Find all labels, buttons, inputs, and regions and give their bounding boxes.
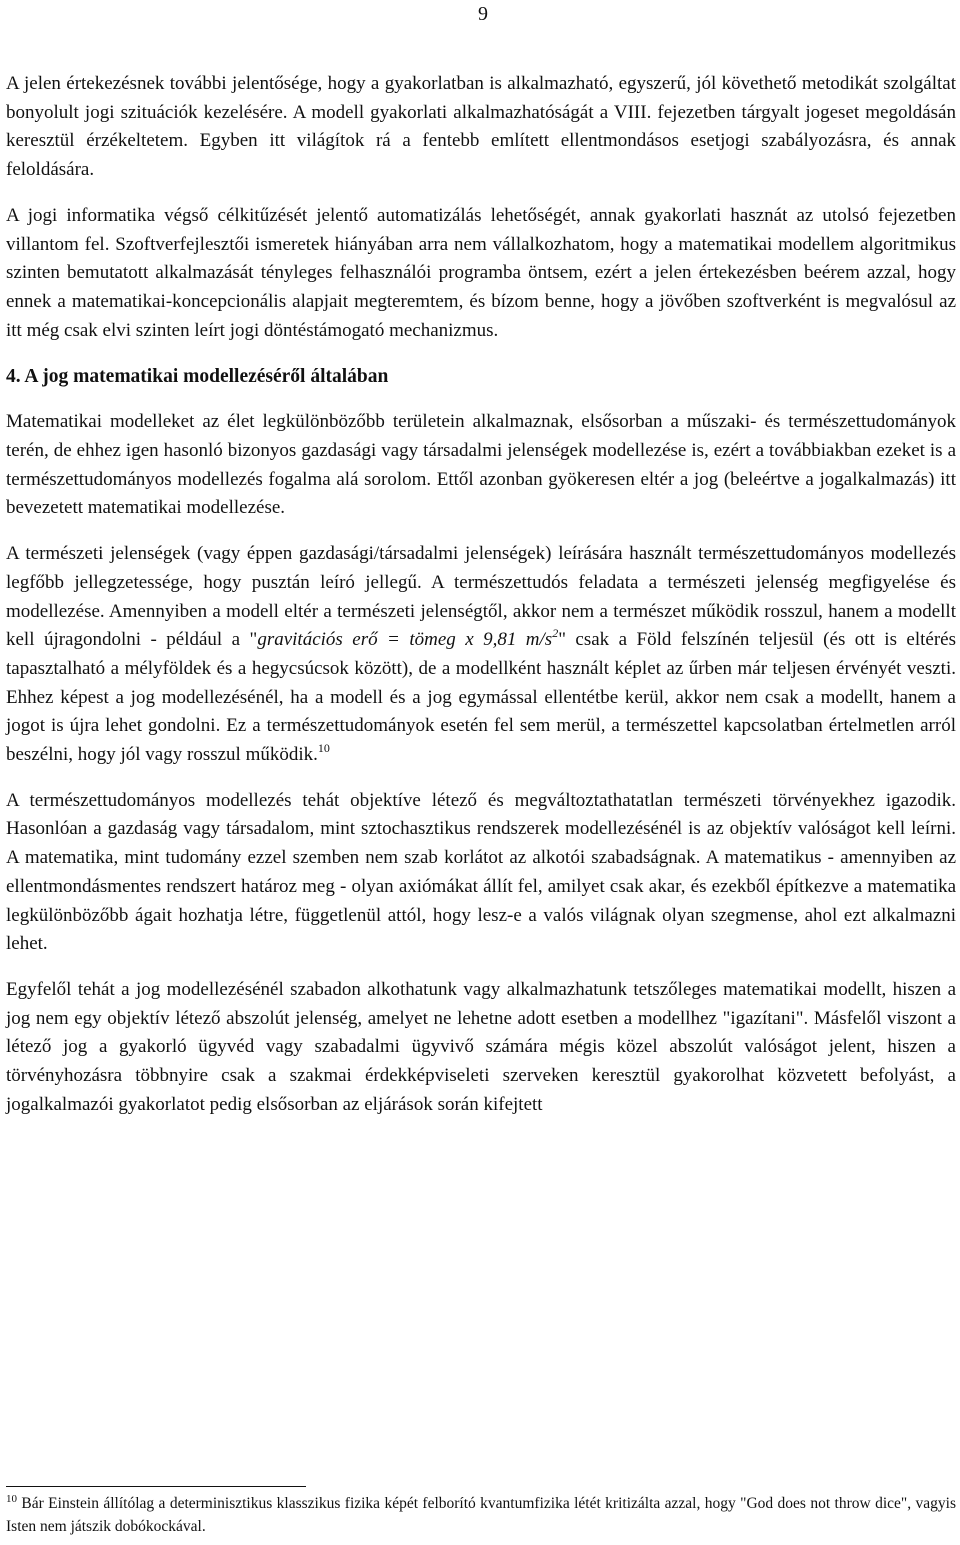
- footnote-reference: 10: [317, 741, 330, 756]
- paragraph-text-end: " csak a Föld felszínén teljesül (és ott is eltérés tapasztalható a mélyföldek és a hegycsúcsok között), de a modellként használt képlet az űrben már teljesen érvényét veszti. Ehhez képest a jog modellezésénél, ha a modell és a jog egymással ellentétbe kerül, akkor nem csak a modellt, hanem a jogot is újra lehet gondolni. Ez a természettudományok esetén fel sem merül, a természettel kapcsolatban értelmetlen arról beszélni, hogy jól vagy rosszul működik.: [6, 629, 957, 766]
- paragraph-objective-laws: A természettudományos modellezés tehát objektíve létező és megváltoztathatatlan természeti törvényekhez igazodik. Hasonlóan a gazdaság vagy társadalom, mint sztochasztikus rendszerek modellezésénél is az objektív valóságot kell leírni. A matematika, mint tudomány ezzel szemben nem szab korlátot az alkotói szabadságnak. A matematikus - amennyiben az ellentmondásmentes rendszert határoz meg - olyan axiómákat állít fel, amilyet csak akar, és ezekből építkezve a matematika legkülönbözőbb ágait hozhatja létre, függetlenül attól, hogy lesz-e a valós világnak olyan szegmense, ahol ezt alkalmazni lehet.: [6, 789, 956, 955]
- gravity-formula: [257, 626, 559, 651]
- paragraph-modelling-overview: Matematikai modelleket az élet legkülönbözőbb területein alkalmaznak, elsősorban a műszaki- és természettudományok terén, de ehhez igen hasonló bizonyos gazdasági vagy társadalmi jelenségek modellezése is, ezért a továbbiakban ezeket is a természettudományos modellezés fogalma alá sorolom. Ettől azonban gyökeresen eltér a jog (beleértve a jogalkalmazás) itt bevezetett matematikai modellezése.: [6, 411, 956, 519]
- paragraph-natural-sciences: [6, 540, 956, 770]
- paragraph-legal-modelling: Egyfelől tehát a jog modellezésénél szabadon alkothatunk vagy alkalmazhatunk tetszőleges matematikai modellt, hiszen a jog nem egy objektív létező abszolút jelenség, amelyet ne lehetne adott esetben a modellhez "igazítani". Másfelől viszont a létező jog a gyakorló ügyvéd vagy szabadalmi ügyvivő számára mégis közel abszolút valóságot jelent, hiszen a törvényhozásra többnyire csak a szakmai érdekképviseleti szerveken keresztül gyakorolhat közvetett befolyást, a jogalkalmazói gyakorlatot pedig elsősorban az eljárások során kifejtett: [6, 978, 956, 1115]
- paragraph-text-start: A természeti jelenségek (vagy éppen gazdasági/társadalmi jelenségek) leírására használt természettudományos modellezés legfőbb jellegzetessége, hogy pusztán leíró jellegű. A természettudós feladata a természeti jelenség megfigyelése és modellezése. Amennyiben a modell eltér a természeti jelenségtől, akkor nem a természet működik rosszul, hanem a modellt kell újragondolni - például a ": [6, 543, 956, 651]
- gravity-formula-text: gravitációs erő = tömeg x 9,81 m/s: [257, 629, 553, 651]
- page-number: 9: [478, 3, 488, 25]
- paragraph-significance: A jelen értekezésnek további jelentősége, hogy a gyakorlatban is alkalmazható, egyszerű, jól követhető metodikát szolgáltat bonyolult jogi szituációk kezelésére. A modell gyakorlati alkalmazhatóságát a VIII. fejezetben tárgyalt jogeset megoldásán keresztül érzékeltetem. Egyben itt világítok rá a fentebb említett ellentmondásos esetjogi szabályozásra, és annak feloldására.: [6, 73, 956, 181]
- document-body: [6, 70, 956, 1120]
- section-heading: 4. A jog matematikai modellezéséről általában: [6, 366, 389, 388]
- footnote-separator: [6, 1486, 306, 1487]
- paragraph-automation: A jogi informatika végső célkitűzését jelentő automatizálás lehetőségét, annak gyakorlati hasznát az utolsó fejezetben villantom fel. Szoftverfejlesztői ismeretek hiányában arra nem vállalkozhatom, hogy a matematikai modellem algoritmikus szinten bemutatott alkalmazását tényleges felhasználói programba öntsem, ezért a jelen értekezésben beérem azzal, hogy ennek a matematikai-koncepcionális alapjait megteremtem, és bízom benne, hogy a jövőben szoftverként is megvalósul az itt még csak elvi szinten leírt jogi döntéstámogató mechanizmus.: [6, 204, 956, 341]
- footnote-number: 10: [6, 1493, 17, 1505]
- formula-exponent: 2: [552, 626, 559, 641]
- footnote: [6, 1492, 956, 1538]
- footnote-text: Bár Einstein állítólag a determinisztikus klasszikus fizika képét felborító kvantumfizika létét kritizálta azzal, hogy "God does not throw dice", vagyis Isten nem játszik dobókockával.: [6, 1495, 956, 1535]
